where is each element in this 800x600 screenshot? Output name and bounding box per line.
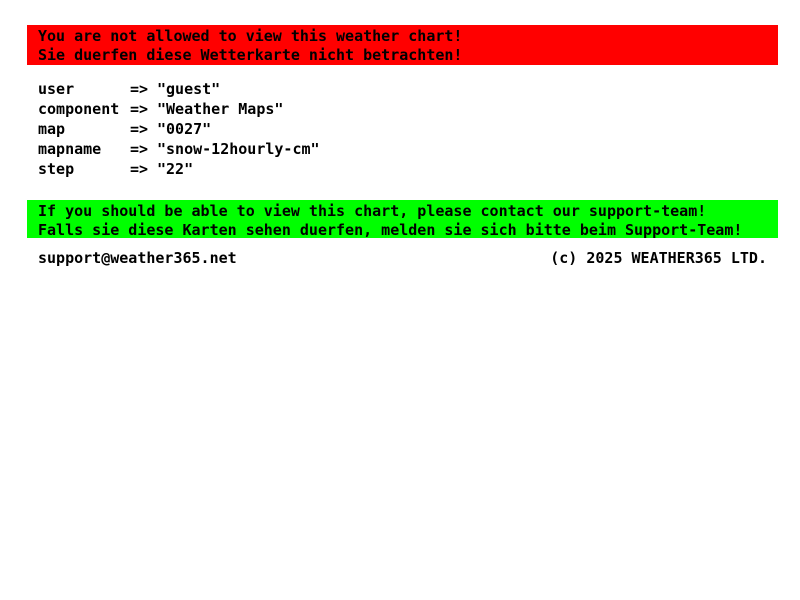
footer <box>27 248 778 268</box>
support-message-en: If you should be able to view this chart, please contact our support-team! <box>38 202 707 220</box>
support-email: support@weather365.net <box>38 249 237 267</box>
detail-row-mapname <box>38 139 320 159</box>
detail-row-step <box>38 159 320 179</box>
request-details-list <box>38 79 320 179</box>
arrow-glyph: => <box>130 120 149 138</box>
detail-key: component <box>38 100 120 118</box>
error-message-en: You are not allowed to view this weather chart! <box>38 27 463 45</box>
arrow-glyph: => <box>130 100 149 118</box>
arrow-glyph: => <box>130 160 149 178</box>
support-message-de: Falls sie diese Karten sehen duerfen, melden sie sich bitte beim Support-Team! <box>38 221 743 239</box>
detail-key: mapname <box>38 140 102 158</box>
support-banner <box>27 200 778 238</box>
detail-value: "snow-12hourly-cm" <box>157 140 320 158</box>
detail-key: step <box>38 160 75 178</box>
error-message-de: Sie duerfen diese Wetterkarte nicht betrachten! <box>38 46 463 64</box>
error-banner <box>27 25 778 65</box>
arrow-glyph: => <box>130 140 149 158</box>
detail-row-map <box>38 119 320 139</box>
copyright-notice: (c) 2025 WEATHER365 LTD. <box>550 249 767 267</box>
detail-key: user <box>38 80 75 98</box>
detail-value: "22" <box>157 160 194 178</box>
detail-value: "guest" <box>157 80 221 98</box>
detail-value: "0027" <box>157 120 212 138</box>
arrow-glyph: => <box>130 80 149 98</box>
detail-key: map <box>38 120 66 138</box>
detail-row-user <box>38 79 320 99</box>
detail-value: "Weather Maps" <box>157 100 284 118</box>
detail-row-component <box>38 99 320 119</box>
